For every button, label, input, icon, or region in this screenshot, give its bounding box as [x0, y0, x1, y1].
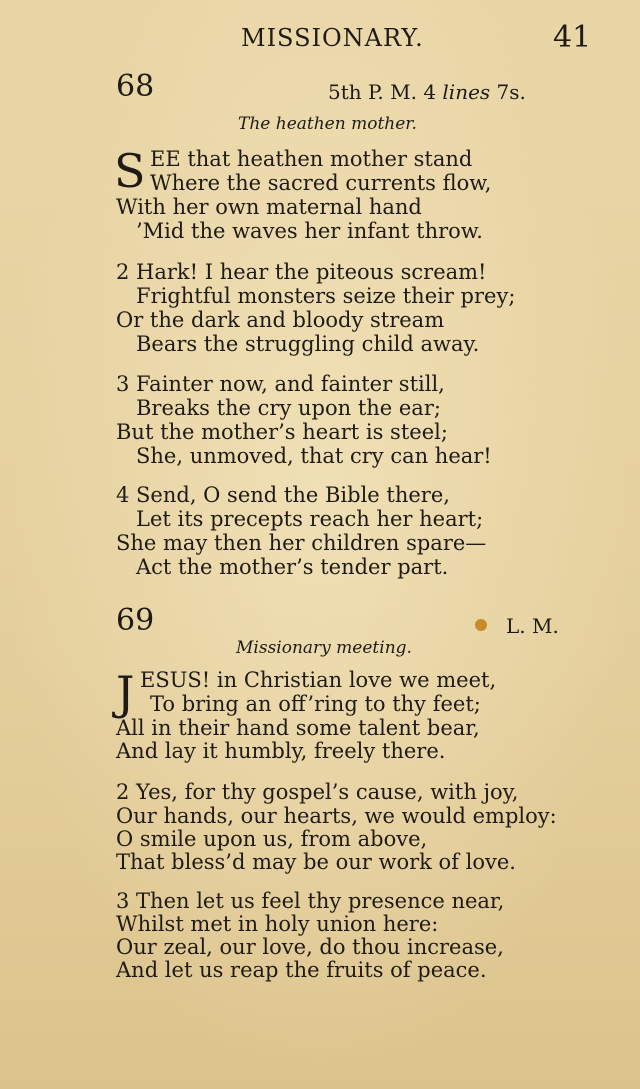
drop-cap: S [114, 144, 146, 198]
verse-line: That bless’d may be our work of love. [116, 850, 516, 874]
verse-line: 2 Yes, for thy gospel’s cause, with joy, [116, 780, 519, 804]
verse-line: But the mother’s heart is steel; [116, 420, 448, 444]
hymn-subtitle: Missionary meeting. [236, 638, 412, 658]
verse-line: Our hands, our hearts, we would employ: [116, 804, 557, 828]
verse-line: Frightful monsters seize their prey; [136, 284, 516, 308]
verse-line: 3 Fainter now, and fainter still, [116, 372, 445, 396]
verse-line: Act the mother’s tender part. [136, 555, 449, 579]
verse-line: She, unmoved, that cry can hear! [136, 444, 492, 468]
verse-line: 3 Then let us feel thy presence near, [116, 889, 505, 913]
verse-line: Let its precepts reach her heart; [136, 507, 484, 531]
page-number: 41 [553, 20, 592, 55]
verse-line: Or the dark and bloody stream [116, 308, 445, 332]
hymn-subtitle: The heathen mother. [238, 114, 417, 134]
drop-cap: J [116, 666, 135, 720]
verse-line: ’Mid the waves her infant throw. [136, 219, 483, 243]
verse-line: EE that heathen mother stand [150, 147, 473, 171]
meter-text: 7s. [490, 80, 526, 104]
hymn-number: 69 [116, 603, 155, 638]
hymn-meter [328, 80, 526, 104]
verse-line: To bring an off’ring to thy feet; [150, 692, 481, 716]
ink-spot [475, 619, 487, 631]
hymn-number: 68 [116, 69, 155, 104]
running-header: MISSIONARY. [241, 24, 424, 52]
verse-line: Bears the struggling child away. [136, 332, 480, 356]
verse-line: And let us reap the fruits of peace. [116, 958, 487, 982]
verse-line: 2 Hark! I hear the piteous scream! [116, 260, 487, 284]
verse-line: Our zeal, our love, do thou increase, [116, 935, 504, 959]
meter-italic: lines [442, 80, 491, 104]
verse-line: Whilst met in holy union here: [116, 912, 439, 936]
verse-line: All in their hand some talent bear, [116, 716, 480, 740]
verse-line: Breaks the cry upon the ear; [136, 396, 441, 420]
verse-line: Where the sacred currents flow, [150, 171, 492, 195]
verse-line: 4 Send, O send the Bible there, [116, 483, 450, 507]
verse-line: With her own maternal hand [116, 195, 422, 219]
hymn-meter: L. M. [506, 614, 559, 638]
verse-line: She may then her children spare— [116, 531, 487, 555]
verse-line: ESUS! in Christian love we meet, [140, 668, 497, 692]
verse-line: O smile upon us, from above, [116, 827, 428, 851]
meter-text: 5th P. M. 4 [328, 80, 443, 104]
verse-line: And lay it humbly, freely there. [116, 739, 446, 763]
